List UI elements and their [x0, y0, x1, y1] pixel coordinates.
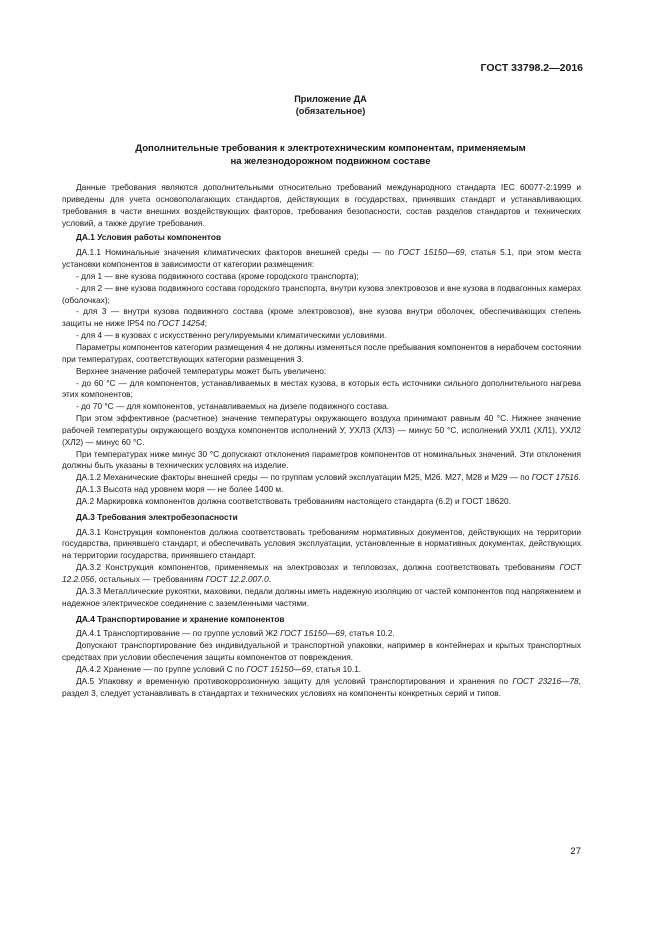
list-item: - для 2 — вне кузова подвижного состава городского транспорта, внутри кузова электровозов и вне кузова в подвагонных камерах (оболочках);: [62, 282, 582, 305]
section-heading-da1: ДА.1 Условия работы компонентов: [76, 232, 222, 243]
paragraph: Допускают транспортирование без индивидуальной и транспортной упаковки, например в контейнерах и крытых транспортных средствах при условии обеспечения защиты компонентов от повреждения.: [62, 640, 581, 663]
paragraph-da-1-2: ДА.1.2 Механические факторы внешней среды — по группам условий эксплуатации М25, М26. М27, М28 и М29 — по ГОСТ 17516.: [76, 472, 581, 483]
page-number: 27: [570, 846, 581, 857]
standard-reference: ГОСТ 15150—69: [280, 628, 345, 639]
intro-paragraph: Данные требования являются дополнительными относительно требований международного стандарта IEC 60077-2:1999 и приведены для учета основополагающих стандартов, действующих в государствах, принявших стандарт и устанавливающих требования в части внешних воздействующих факторов, требования безопасности, состав разделов стандартов и технических условий, а также другие требования.: [62, 182, 581, 228]
standard-number: ГОСТ 33798.2—2016: [480, 62, 583, 74]
standard-reference: ГОСТ 17516: [531, 472, 579, 483]
standard-reference: ГОСТ 12.2.007.0: [205, 574, 269, 584]
paragraph-da-4-2: ДА.4.2 Хранение — по группе условий С по ГОСТ 15150—69, статья 10.1.: [76, 663, 362, 674]
list-item: - до 70 °С — для компонентов, устанавливаемых на дизеле подвижного состава.: [76, 401, 390, 412]
paragraph: Параметры компонентов категории размещения 4 не должны изменяться после пребывания компонентов в нерабочем состоянии при температурах, соответствующих категории размещения 3.: [62, 341, 581, 364]
paragraph-da-3-2: ДА.3.2 Конструкция компонентов, применяемых на электровозах и тепловозах, должна соответствовать требованиям ГОСТ 12.2.056, остальных — требованиям ГОСТ 12.2.007.0.: [62, 562, 581, 584]
standard-reference: ГОСТ 14254: [157, 318, 205, 329]
standard-reference: ГОСТ 12.2.056: [62, 562, 581, 584]
list-item: - до 60 °С — для компонентов, устанавливаемых в местах кузова, в которых есть источники сильного дополнительного нагрева этих компонентов;: [62, 377, 581, 400]
paragraph-da-2: ДА.2 Маркировка компонентов должна соответствовать требованиям настоящего стандарта (6.2) и ГОСТ 18620.: [76, 495, 511, 506]
standard-reference: ГОСТ 15150—69: [398, 247, 465, 258]
paragraph-da-1-1: ДА.1.1 Номинальные значения климатических факторов внешней среды — по ГОСТ 15150—69, статья 5.1, при этом места установки компонентов в зависимости от категории размещения:: [62, 247, 581, 270]
annex-status: (обязательное): [295, 106, 366, 116]
list-item: - для 3 — внутри кузова подвижного состава (кроме электровозов), вне кузова внутри оболочек, обеспечивающих степень защиты не ниже IP54 по ГОСТ 14254;: [62, 306, 581, 329]
paragraph-da-5: ДА.5 Упаковку и временную противокоррозионную защиту для условий транспортирования и хранения по ГОСТ 23216—78, раздел 3, следует устанавливать в стандартах и технических условиях на компоненты конкретных серий и типов.: [62, 675, 581, 698]
document-title-line-2: на железнодорожном подвижном составе: [230, 156, 431, 167]
list-item: - для 4 — в кузовах с искусственно регулируемыми климатическими условиями.: [76, 330, 387, 341]
paragraph: Верхнее значение рабочей температуры может быть увеличено:: [76, 365, 327, 376]
paragraph-da-4-1: ДА.4.1 Транспортирование — по группе условий Ж2 ГОСТ 15150—69, статья 10.2.: [76, 628, 395, 639]
paragraph: При этом эффективное (расчетное) значение температуры окружающего воздуха принимают равным 40 °С. Нижнее значение рабочей температуры окружающего воздуха компонентов исполнений У, УХЛЗ (ХЛЗ) — минус 50 °С, исполнений УХЛ1 (ХЛ1), УХЛ2 (ХЛ2) — минус 60 °С.: [62, 413, 581, 447]
annex-title: Приложение ДА: [294, 94, 367, 104]
annex-header: [0, 93, 661, 117]
document-body: [62, 182, 581, 699]
paragraph: При температурах ниже минус 30 °С допускают отклонения параметров компонентов от номинальных значений. Эти отклонения должны быть указаны в технических условиях на изделие.: [62, 448, 581, 471]
section-heading-da3: ДА.3 Требования электробезопасности: [76, 511, 238, 522]
standard-reference: ГОСТ 15150—69: [246, 663, 311, 674]
paragraph-da-3-3: ДА.3.3 Металлические рукоятки, маховики, педали должны иметь надежную изоляцию от частей компонентов под напряжением и надежное электрическое соединение с заземленными частями.: [62, 585, 581, 608]
paragraph-da-3-1: ДА.3.1 Конструкция компонентов должна соответствовать требованиям нормативных документов, действующих на территории государства, принявшего стандарт, и обеспечивать условия эксплуатации, установленные в нормативных документах, действующих на территории государства, принявшего стандарт.: [62, 526, 581, 561]
standard-reference: ГОСТ 23216—78: [512, 675, 579, 686]
document-title: [0, 142, 661, 168]
section-heading-da4: ДА.4 Транспортирование и хранение компонентов: [76, 613, 285, 624]
paragraph-da-1-3: ДА.1.3 Высота над уровнем моря — не более 1400 м.: [76, 484, 284, 495]
document-title-line-1: Дополнительные требования к электротехническим компонентам, применяемым: [135, 143, 526, 154]
list-item: - для 1 — вне кузова подвижного состава (кроме городского транспорта);: [76, 270, 359, 281]
